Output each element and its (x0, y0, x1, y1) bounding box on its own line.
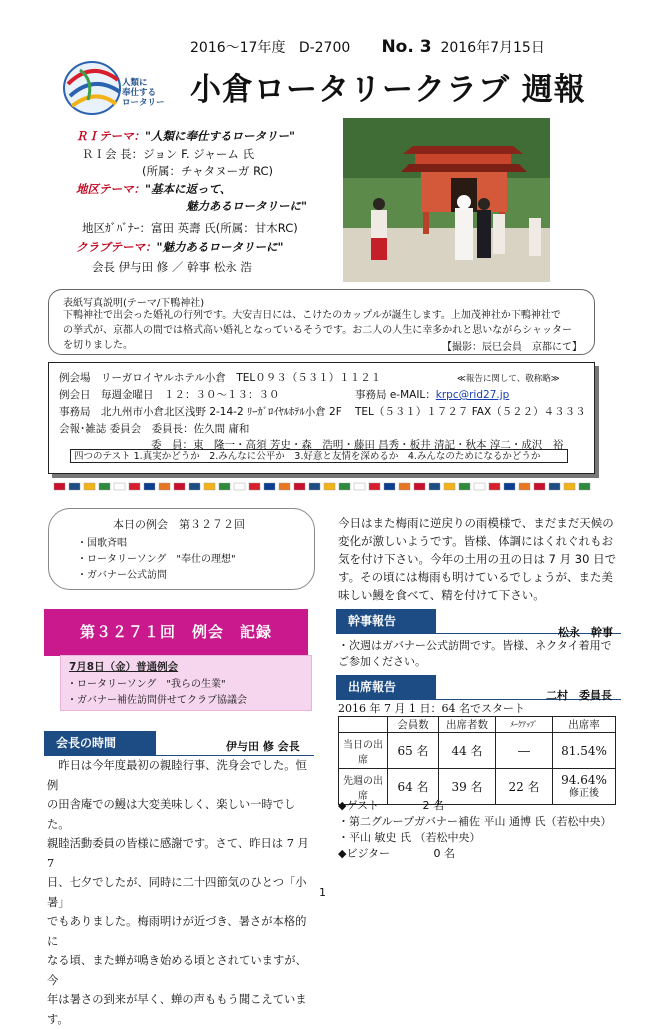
guest-row (338, 798, 444, 814)
flag-mark (159, 483, 170, 490)
flag-mark (489, 483, 500, 490)
visitor-count: 0 名 (433, 847, 456, 860)
committee-members: 委 員：東 隆一・高須 芳史・森 浩明・藤田 昌秀・板井 清記・秋本 淳二・成沢 裕 (151, 439, 564, 451)
rate-cell: 81.54% (553, 733, 616, 769)
flag-mark (204, 483, 215, 490)
cover-photo (343, 118, 550, 282)
todays-meeting-title: 本日の例会 第３２７２回 (113, 518, 245, 531)
flag-mark (114, 483, 125, 490)
makeup-cell: ― (496, 733, 553, 769)
governor: 地区ｶﾞﾊﾞﾅｰ：富田 英壽 氏(所属：甘木RC) (82, 220, 298, 235)
paragraph-line: 昨日は今年度最初の親睦行事、洗身会でした。恒例 (47, 759, 307, 792)
secretary-report-tab: 幹事報告 (336, 609, 436, 633)
flag-mark (84, 483, 95, 490)
caption-line: 下鴨神社で出会った婚礼の行列です。大安吉日には、こけたのカップルが誕生します。上加茂神社か下鴨神社で (63, 310, 561, 321)
flag-mark (474, 483, 485, 490)
paragraph-line: す。その頃には梅雨も明けているでしょうが、また美 (338, 570, 613, 584)
greeting-continued (338, 514, 623, 604)
record-title: 第３２７１回 例会 記録 (44, 609, 308, 656)
paragraph-line: でもありました。梅雨明けが近づき、暑さが本格的に (47, 915, 307, 948)
district-theme-2: 魅力あるロータリーに" (186, 199, 307, 213)
paragraph-line: 今日はまた梅雨に逆戻りの雨模様で、まだまだ天候の (338, 516, 614, 530)
ri-president: ＲＩ会 長：ジョン F. ジャーム 氏 (82, 146, 255, 161)
logo-line: 奉仕する (122, 88, 157, 98)
photo-credit: 【撮影：辰巳会員 京都にて】 (442, 342, 582, 353)
attendance-as-of: 2016 年 7 月 1 日：64 名でスタート (338, 702, 525, 715)
flag-mark (189, 483, 200, 490)
club-theme-label: クラブテーマ： (76, 240, 157, 254)
flag-mark (99, 483, 110, 490)
visitor-label: ◆ビジター (338, 847, 391, 860)
report-note: ≪報告に関して、敬称略≫ (457, 374, 560, 384)
todays-meeting-box (48, 508, 315, 590)
flag-mark (234, 483, 245, 490)
flag-mark (339, 483, 350, 490)
issue-date: 2016年7月15日 (440, 40, 545, 56)
paragraph-line: の田舎庵での鰻は大変美味しく、楽しい一時でした。 (47, 798, 296, 831)
committee-chair: 会報･雑誌 委員会 委員長：佐久間 庸和 (59, 423, 250, 435)
flag-mark (354, 483, 365, 490)
attendance-report-tab: 出席報告 (336, 675, 436, 699)
district-theme-row (76, 181, 338, 199)
guest-list (338, 814, 612, 846)
attendance-chair: 二村 委員長 (546, 689, 612, 702)
paragraph-line: 変化が激しいようです。皆様、体調にはくれぐれもお (338, 534, 614, 548)
attendance-table (338, 716, 616, 805)
flag-mark (504, 483, 515, 490)
flag-mark (249, 483, 260, 490)
paragraph-line: ・次週はガバナー公式訪問です。皆様、ネクタイ着用で (338, 639, 612, 652)
record-item: ・ガバナー補佐訪問併せてクラブ協議会 (67, 695, 247, 706)
email-label: 事務局 e-MAIL： (355, 389, 436, 401)
flag-mark (534, 483, 545, 490)
paragraph-line: ご参加ください。 (338, 655, 426, 668)
todays-meeting-item: ・国歌斉唱 (77, 538, 127, 549)
flag-mark (174, 483, 185, 490)
record-details (60, 655, 312, 711)
caption-line: を切りました。 (63, 340, 133, 351)
office-tel: TEL（５３１）１７２７ FAX（５２２）４３３３ (355, 406, 586, 418)
issue-number: No. 3 (381, 37, 432, 57)
president-time-tab: 会長の時間 (44, 731, 156, 755)
email-row (355, 387, 509, 402)
column-header (339, 717, 388, 733)
ri-theme-row (76, 128, 338, 146)
flag-strip (48, 477, 593, 487)
members-cell: 64 名 (388, 769, 439, 805)
flag-mark (219, 483, 230, 490)
guest-item: ・第二グループガバナー補佐 平山 通博 氏（若松中央） (338, 815, 612, 828)
flag-mark (54, 483, 65, 490)
todays-meeting-item: ・ロータリーソング "奉仕の理想" (77, 554, 236, 565)
record-date: 7月8日（金）普通例会 (69, 661, 179, 673)
todays-meeting-item: ・ガバナー公式訪問 (77, 570, 167, 581)
flag-mark (144, 483, 155, 490)
district-theme-1: "基本に返って、 (145, 181, 232, 196)
row-label: 当日の出席 (339, 733, 388, 769)
paragraph-line: 日、七夕でしたが、同時に二十四節気のひとつ「小暑」 (47, 876, 307, 909)
row-label: 先週の出席 (339, 769, 388, 805)
guest-count: 2 名 (422, 799, 445, 812)
flag-mark (564, 483, 575, 490)
attended-cell: 44 名 (439, 733, 496, 769)
visitor-row (338, 846, 455, 862)
logo-line: ロータリー (122, 98, 165, 108)
themes-block (76, 128, 338, 276)
secretary-name: 松永 幹事 (558, 626, 613, 639)
flag-mark (549, 483, 560, 490)
issue-line (190, 37, 545, 57)
venue: 例会場 リーガロイヤルホテル小倉 TEL０９３（５３１）１１２１ (59, 372, 382, 384)
column-header: ﾒｰｸｱｯﾌﾟ (496, 717, 553, 733)
flag-mark (459, 483, 470, 490)
paragraph-line: なる頃、また蝉が鳴き始める頃とされていますが、今 (47, 954, 307, 987)
office-address: 事務局 北九州市小倉北区浅野 2-14-2 ﾘｰｶﾞﾛｲﾔﾙﾎﾃﾙ小倉 2F (59, 406, 342, 418)
guest-item: ・平山 敏史 氏 （若松中央） (338, 831, 481, 844)
photo-caption (48, 289, 595, 355)
secretary-message (338, 638, 612, 670)
four-way-test: 四つのテスト 1.真実かどうか 2.みんなに公平か 3.好意と友情を深めるか 4.みんなのためになるかどうか (70, 449, 568, 463)
flag-mark (579, 483, 590, 490)
logo-line: 人類に (122, 78, 148, 88)
club-theme-row (76, 239, 338, 257)
paragraph-line: 親睦活動委員の皆様に感謝です。さて、昨日は 7 月 7 (47, 837, 309, 870)
logo-text (122, 78, 165, 108)
rate-note: 修正後 (569, 787, 599, 799)
meeting-day: 例会日 毎週金曜日 １２：３０～１３：３０ (59, 389, 280, 401)
table-header-row (339, 717, 616, 733)
flag-mark (369, 483, 380, 490)
flag-mark (384, 483, 395, 490)
makeup-cell: 22 名 (496, 769, 553, 805)
members-cell: 65 名 (388, 733, 439, 769)
flag-mark (69, 483, 80, 490)
record-item: ・ロータリーソング "我らの生業" (67, 679, 226, 690)
ri-president-club: (所属：チャタヌーガ RC) (142, 164, 274, 178)
flag-mark (399, 483, 410, 490)
flag-mark (519, 483, 530, 490)
guest-label: ◆ゲスト (338, 799, 380, 812)
column-header: 出席率 (553, 717, 616, 733)
page-title: 小倉ロータリークラブ 週報 (190, 72, 586, 108)
flag-mark (429, 483, 440, 490)
flag-mark (414, 483, 425, 490)
caption-line: の挙式が、京都人の間では格式高い婚礼となっているそうです。お二人の人生に幸多かれと思いながらシャッター (63, 325, 572, 336)
flag-mark (324, 483, 335, 490)
page-number: 1 (319, 886, 326, 899)
flag-mark (309, 483, 320, 490)
column-header: 会員数 (388, 717, 439, 733)
fiscal-year: 2016～17年度 (190, 40, 286, 56)
club-theme: "魅力あるロータリーに" (156, 240, 284, 254)
district-theme-label: 地区テーマ： (76, 181, 145, 196)
flag-mark (129, 483, 140, 490)
paragraph-line: 年は暑さの到来が早く、蝉の声ももう聞こえています。 (47, 993, 307, 1026)
rotary-logo (58, 40, 170, 130)
flag-mark (264, 483, 275, 490)
column-header: 出席者数 (439, 717, 496, 733)
flags-icon (48, 482, 593, 492)
paragraph-line: 気を付け下さい。今年の土用の丑の日は 7 月 30 日で (338, 552, 617, 566)
district: D-2700 (298, 40, 351, 56)
ri-theme: "人類に奉仕するロータリー" (145, 129, 295, 143)
flag-mark (444, 483, 455, 490)
email-link[interactable]: krpc@rid27.jp (435, 389, 510, 401)
rate-value: 94.64% (561, 772, 607, 787)
caption-title: 表紙写真説明(テーマ/下鴨神社) (63, 298, 205, 309)
paragraph-line: 味しい鰻を食べて、精を付けて下さい。 (338, 588, 545, 602)
ri-theme-label: ＲＩテーマ： (76, 129, 145, 143)
officers: 会長 伊与田 修 ／ 幹事 松永 浩 (92, 259, 252, 274)
rate-cell (553, 769, 616, 805)
flag-mark (279, 483, 290, 490)
table-row (339, 733, 616, 769)
flag-mark (294, 483, 305, 490)
president-name: 伊与田 修 会長 (226, 740, 300, 753)
attended-cell: 39 名 (439, 769, 496, 805)
